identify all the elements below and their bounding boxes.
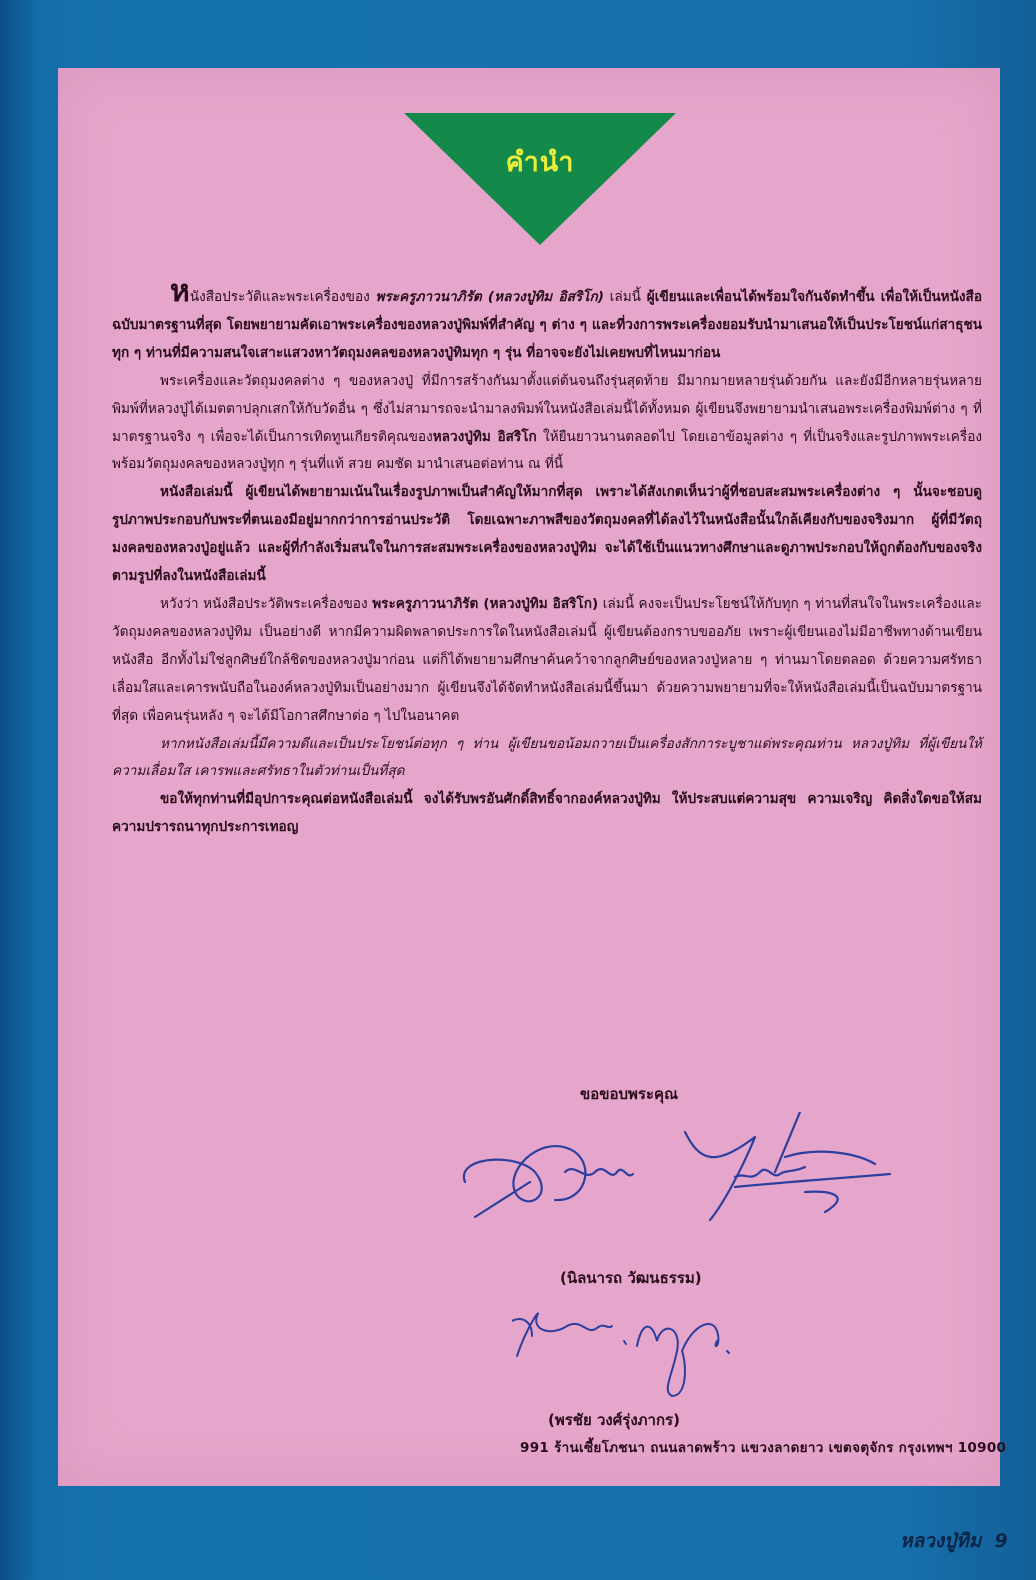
thanks-line: ขอขอบพระคุณ: [580, 1085, 678, 1103]
paragraph-5: หากหนังสือเล่มนี้มีความดีและเป็นประโยชน์ต่อทุก ๆ ท่าน ผู้เขียนขอน้อมถวายเป็นเครื่องสักการะบูชาแด่พระคุณท่าน หลวงปู่ทิม ที่ผู้เขียนให้ความเลื่อมใส เคารพและศรัทธาในตัวท่านเป็นที่สุด: [112, 735, 982, 780]
paragraph-6: ขอให้ทุกท่านที่มีอุปการะคุณต่อหนังสือเล่มนี้ จงได้รับพรอันศักดิ์สิทธิ์จากองค์หลวงปู่ทิม ให้ประสบแต่ความสุข ความเจริญ คิดสิ่งใดขอให้สมความปรารถนาทุกประการเทอญ: [112, 791, 982, 836]
paragraph-4: หวังว่า หนังสือประวัติพระเครื่องของ พระครูภาวนาภิรัต (หลวงปู่ทิม อิสริโก) เล่มนี้ คงจะเป็นประโยชน์ให้กับทุก ๆ ท่านที่สนใจในพระเครื่องและวัตถุมงคลของหลวงปู่ทิม เป็นอย่างดี หากมีความผิดพลาดประการใดในหนังสือเล่มนี้ ผู้เขียนต้องกราบขออภัย เพราะผู้เขียนเองไม่มีอาชีพทางด้านเขียนหนังสือ อีกทั้งไม่ใช่ลูกศิษย์ใกล้ชิดของหลวงปู่มาก่อน แต่ก็ได้พยายามศึกษาค้นคว้าจากลูกศิษย์ของหลวงปู่หลาย ๆ ท่านมาโดยตลอด ด้วยความศรัทธาเลื่อมใสและเคารพนับถือในองค์หลวงปู่ทิมเป็นอย่างมาก ผู้เขียนจึงได้จัดทำหนังสือเล่มนี้ขึ้นมา ด้วยความพยายามที่จะให้หนังสือเล่มนี้เป็นฉบับมาตรฐานที่สุด เพื่อคนรุ่นหลัง ๆ จะได้มีโอกาสศึกษาต่อ ๆ ไปในอนาคต: [112, 595, 982, 724]
signer-2-name: (พรชัย วงศ์รุ่งภากร): [548, 1411, 680, 1429]
paragraph-3: หนังสือเล่มนี้ ผู้เขียนได้พยายามเน้นในเรื่องรูปภาพเป็นสำคัญให้มากที่สุด เพราะได้สังเกตเห็นว่าผู้ที่ชอบสะสมพระเครื่องต่าง ๆ นั้นจะชอบดูรูปภาพประกอบกับพระที่ตนเองมีอยู่มากกว่าการอ่านประวัติ โดยเฉพาะภาพสีของวัตถุมงคลที่ได้ลงไว้ในหนังสือนั้นใกล้เคียงกับของจริงมาก ผู้ที่มีวัตถุมงคลของหลวงปู่อยู่แล้ว และผู้ที่กำลังเริ่มสนใจในการสะสมพระเครื่องของหลวงปู่ทิม จะได้ใช้เป็นแนวทางศึกษาและดูภาพประกอบให้ถูกต้องกับของจริงตามรูปที่ลงในหนังสือเล่มนี้: [112, 484, 982, 585]
running-title: หลวงปู่ทิม: [900, 1530, 982, 1552]
signer-1-name: (นิลนารถ วัฒนธรรม): [560, 1269, 702, 1287]
paragraph-1: หนังสือประวัติและพระเครื่องของ พระครูภาวนาภิรัต (หลวงปู่ทิม อิสริโก) เล่มนี้ ผู้เขียนและเพื่อนได้พร้อมใจกันจัดทำขึ้น เพื่อให้เป็นหนังสือฉบับมาตรฐานที่สุด โดยพยายามคัดเอาพระเครื่องของหลวงปู่พิมพ์ที่สำคัญ ๆ ต่าง ๆ และที่วงการพระเครื่องยอมรับนำมาเสนอให้เป็นประโยชน์แก่สาธุชนทุก ๆ ท่านที่มีความสนใจเสาะแสวงหาวัตถุมงคลของหลวงปู่ทิมทุก ๆ รุ่น ที่อาจจะยังไม่เคยพบที่ไหนมาก่อน: [112, 274, 983, 361]
drop-cap: ห: [170, 274, 190, 309]
monk-title: พระครูภาวนาภิรัต (หลวงปู่ทิม อิสริโก): [375, 289, 604, 305]
address-line: 991 ร้านเซี้ยโภชนา ถนนลาดพร้าว แขวงลาดยาว เขตจตุจักร กรุงเทพฯ 10900: [520, 1440, 1007, 1456]
page-number: 9: [994, 1530, 1008, 1552]
page-footer: [900, 1526, 1008, 1556]
paragraph-2: พระเครื่องและวัตถุมงคลต่าง ๆ ของหลวงปู่ ที่มีการสร้างกันมาตั้งแต่ต้นจนถึงรุ่นสุดท้าย มีมากมายหลายรุ่นด้วยกัน และยังมีอีกหลายรุ่นหลายพิมพ์ที่หลวงปู่ได้เมตตาปลุกเสกให้กับวัดอื่น ๆ ซึ่งไม่สามารถจะนำมาลงพิมพ์ในหนังสือเล่มนี้ได้ทั้งหมด ผู้เขียนจึงพยายามนำเสนอพระเครื่องพิมพ์ต่าง ๆ ที่มาตรฐานจริง ๆ เพื่อจะได้เป็นการเทิดทูนเกียรติคุณของหลวงปู่ทิม อิสริโก ให้ยืนยาวนานตลอดไป โดยเอาข้อมูลต่าง ๆ ที่เป็นจริงและรูปภาพพระเครื่อง พร้อมวัตถุมงคลของหลวงปู่ทุก ๆ รุ่นที่แท้ สวย คมชัด มานำเสนอต่อท่าน ณ ที่นี้: [112, 372, 982, 473]
page-title: คำนำ: [505, 147, 575, 178]
signature-2-image: [512, 1296, 732, 1406]
signature-1-image: [455, 1112, 895, 1222]
preface-body: [112, 274, 983, 842]
